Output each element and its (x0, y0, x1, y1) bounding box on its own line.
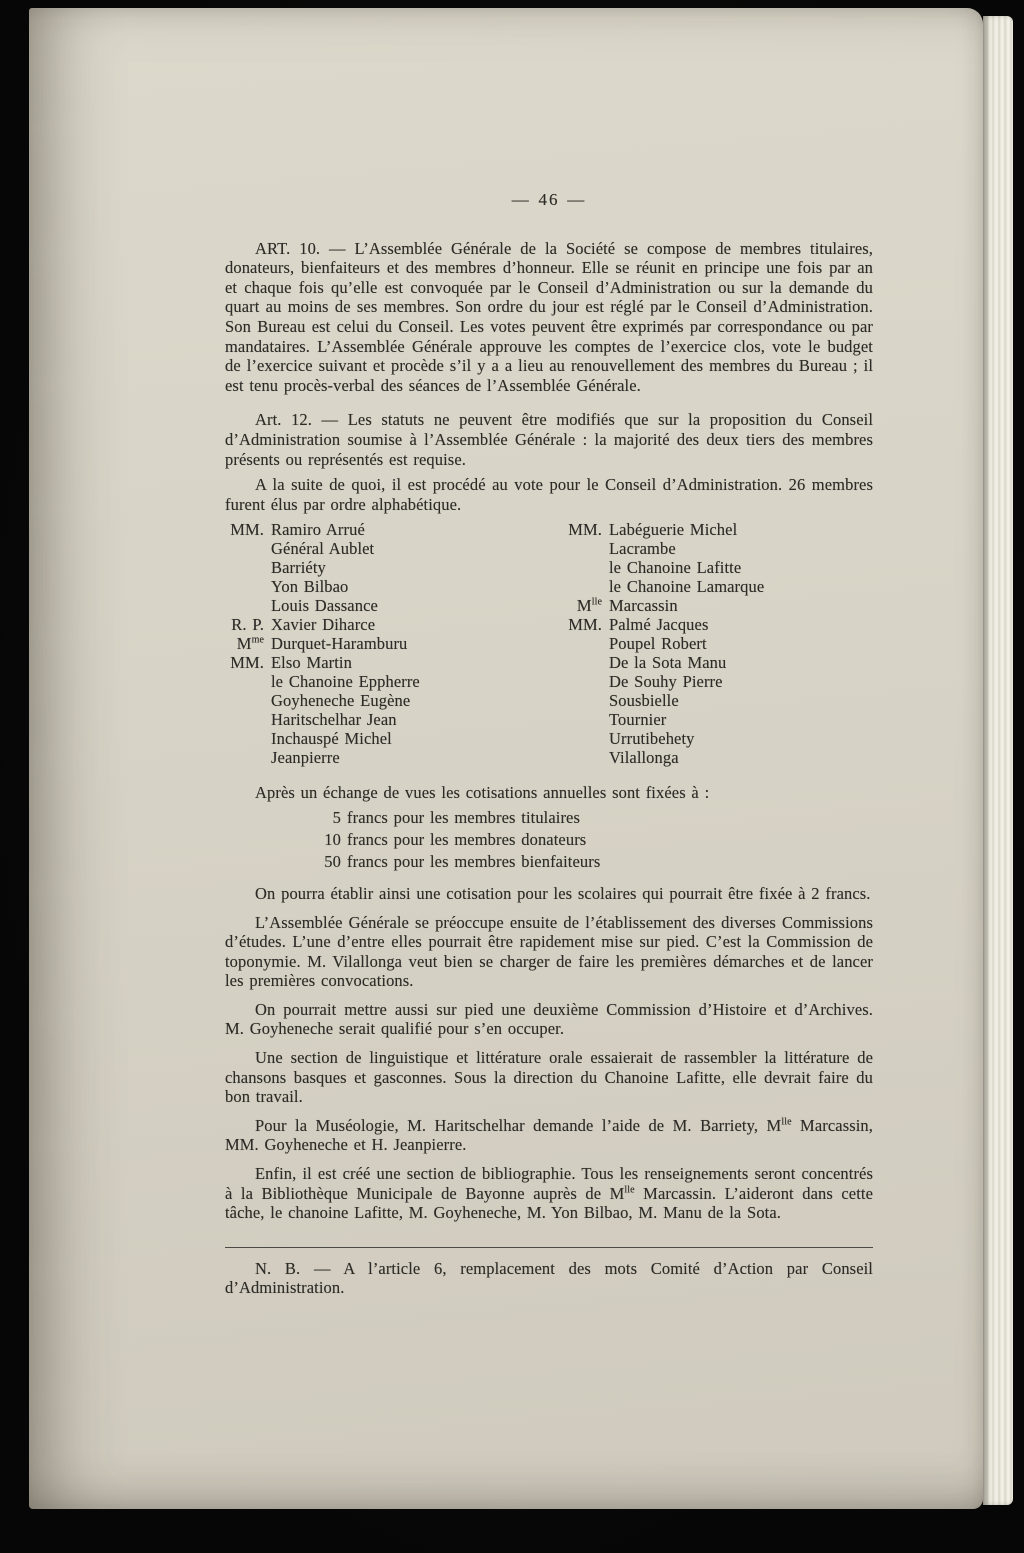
page-text-block (225, 190, 873, 1307)
member-name: Labéguerie Michel (609, 520, 738, 540)
member-row (563, 634, 873, 653)
member-row (563, 748, 873, 767)
fee-label: francs pour les membres bienfaiteurs (347, 851, 601, 871)
member-row (225, 691, 563, 710)
fee-item (317, 851, 873, 873)
fees-list (225, 807, 873, 873)
member-row (563, 653, 873, 672)
nota-bene-paragraph: N. B. — A l’article 6, remplacement des mots Comité d’Action par Conseil d’Administration. (225, 1258, 873, 1298)
member-title (563, 748, 609, 767)
member-title (225, 539, 271, 558)
member-name: Sousbielle (609, 691, 679, 711)
member-name: Palmé Jacques (609, 615, 709, 635)
member-name: Vilallonga (609, 748, 679, 768)
member-title (563, 691, 609, 710)
member-title (563, 653, 609, 672)
member-title-text: M (236, 634, 252, 654)
member-title-text: MM. (568, 615, 602, 635)
member-row (563, 577, 873, 596)
member-row (225, 634, 563, 653)
museologie-paragraph (225, 1116, 873, 1155)
member-title (225, 520, 271, 539)
member-name: Xavier Diharce (271, 615, 376, 635)
member-name: Goyheneche Eugène (271, 691, 411, 711)
member-row (563, 672, 873, 691)
vote-intro-paragraph: A la suite de quoi, il est procédé au vote pour le Conseil d’Administration. 26 membres furent élus par ordre alphabétique. (225, 475, 873, 514)
member-name: Louis Dassance (271, 596, 378, 616)
member-row (563, 596, 873, 615)
member-name: le Chanoine Lafitte (609, 558, 742, 578)
member-name: Général Aublet (271, 539, 375, 559)
member-title (563, 558, 609, 577)
paragraph-text: Pour la Muséologie, M. Haritschelhar demande l’aide de M. Barriety, M (255, 1115, 782, 1135)
member-name: Elso Martin (271, 653, 352, 673)
member-row (225, 615, 563, 634)
member-row (563, 710, 873, 729)
member-title (563, 539, 609, 558)
member-name: le Chanoine Eppherre (271, 672, 420, 692)
member-title (225, 691, 271, 710)
member-title (225, 710, 271, 729)
member-name: Durquet-Haramburu (271, 634, 408, 654)
member-name: Lacrambe (609, 539, 676, 559)
member-title (563, 520, 609, 539)
member-name: Haritschelhar Jean (271, 710, 397, 730)
member-row (563, 691, 873, 710)
linguistique-paragraph: Une section de linguistique et littérature orale essaierait de rassembler la littérature de chansons basques et gasconnes. Sous la direction du Chanoine Lafitte, elle devrait faire du bon travail. (225, 1048, 873, 1107)
member-row (225, 729, 563, 748)
book-fore-edge (983, 16, 1013, 1505)
article-10-paragraph: ART. 10. — L’Assemblée Générale de la Société se compose de membres titulaires, donateurs, bienfaiteurs et des membres d’honneur. Elle se réunit en principe une fois par an et chaque fois qu’elle est convoquée par le Conseil d’Administration ou sur la demande du quart au moins de ses membres. Son ordre du jour est réglé par le Conseil d’Administration. Son Bureau est celui du Conseil. Les votes peuvent être exprimés par correspondance ou par mandataires. L’Assemblée Générale approuve les comptes de l’exercice clos, vote le budget de l’exercice suivant et procède s’il y a a lieu au renouvellement des membres du Bureau ; il est tenu procès-verbal des séances de l’Assemblée Générale. (225, 238, 873, 395)
member-title (225, 748, 271, 767)
member-title-text: MM. (230, 520, 264, 540)
fee-item (317, 807, 873, 829)
article-12-paragraph: Art. 12. — Les statuts ne peuvent être modifiés que sur la proposition du Conseil d’Administration soumise à l’Assemblée Générale : la majorité des deux tiers des membres présents ou représentés est requise. (225, 410, 873, 469)
page-number: — 46 — (511, 190, 587, 209)
member-name: Marcassin (609, 596, 678, 616)
member-title (563, 672, 609, 691)
fee-amount: 50 (324, 851, 341, 871)
fee-amount: 10 (324, 829, 341, 849)
member-title-text: M (576, 596, 592, 616)
member-row (563, 615, 873, 634)
commissions-paragraph: L’Assemblée Générale se préoccupe ensuite de l’établissement des diverses Commissions d’études. L’une d’entre elles pourrait être rapidement mise sur pied. C’est la Commission de toponymie. M. Vilallonga veut bien se charger de faire les premières démarches et de lancer les premières convocations. (225, 912, 873, 991)
member-row (563, 520, 873, 539)
member-title (563, 596, 609, 615)
fee-item (317, 829, 873, 851)
member-row (225, 558, 563, 577)
fee-label: francs pour les membres titulaires (347, 807, 580, 827)
member-title-text: MM. (568, 520, 602, 540)
member-row (225, 520, 563, 539)
paragraph-text: Enfin, il est créé une section de bibliographie. Tous les renseignements seront concentrés à la Bibliothèque Municipale de Bayonne auprès de M (225, 1164, 873, 1203)
member-title-sup: me (251, 634, 264, 646)
member-row (225, 748, 563, 767)
member-name: De la Sota Manu (609, 653, 727, 673)
fee-label: francs pour les membres donateurs (347, 829, 587, 849)
member-name: le Chanoine Lamarque (609, 577, 765, 597)
paragraph-text: Marcassin. L’aideront dans cette tâche, le chanoine Lafitte, M. Goyheneche, M. Yon Bilbao, M. Manu de la Sota. (225, 1183, 873, 1223)
member-title (225, 729, 271, 748)
member-title (225, 615, 271, 634)
member-title (225, 653, 271, 672)
member-title (225, 596, 271, 615)
member-row (563, 539, 873, 558)
member-title (225, 577, 271, 596)
member-title (225, 634, 271, 653)
member-name: Jeanpierre (271, 748, 340, 768)
member-row (225, 577, 563, 596)
members-column-right (563, 520, 873, 767)
member-title-text: R. P. (231, 615, 264, 635)
member-title (225, 558, 271, 577)
member-row (225, 672, 563, 691)
member-title (563, 729, 609, 748)
member-title-sup: lle (591, 596, 602, 608)
member-name: Tournier (609, 710, 667, 730)
member-row (225, 653, 563, 672)
member-title (225, 672, 271, 691)
superscript: lle (781, 1116, 792, 1128)
member-row (225, 596, 563, 615)
member-row (225, 710, 563, 729)
member-row (563, 558, 873, 577)
member-row (563, 729, 873, 748)
members-column-left (225, 520, 563, 767)
histoire-archives-paragraph: On pourrait mettre aussi sur pied une deuxième Commission d’Histoire et d’Archives. M. Goyheneche serait qualifié pour s’en occuper. (225, 999, 873, 1039)
superscript: lle (624, 1184, 635, 1196)
member-title (563, 577, 609, 596)
member-name: De Souhy Pierre (609, 672, 723, 692)
member-name: Inchauspé Michel (271, 729, 392, 749)
paragraph-text: Marcassin, MM. Goyheneche et H. Jeanpierre. (225, 1115, 873, 1155)
member-title (563, 710, 609, 729)
elected-members-list (225, 520, 873, 767)
scolaires-paragraph: On pourra établir ainsi une cotisation pour les scolaires qui pourrait être fixée à 2 francs. (255, 883, 871, 903)
member-title (563, 634, 609, 653)
bibliographie-paragraph (225, 1164, 873, 1223)
member-title-text: MM. (230, 653, 264, 673)
footnote-divider (225, 1247, 873, 1248)
book-page (29, 8, 983, 1509)
member-name: Poupel Robert (609, 634, 707, 654)
member-title (563, 615, 609, 634)
fee-amount: 5 (332, 807, 341, 827)
member-name: Yon Bilbao (271, 577, 349, 597)
member-name: Urrutibehety (609, 729, 695, 749)
cotisations-intro-paragraph: Après un échange de vues les cotisations annuelles sont fixées à : (255, 783, 710, 803)
member-name: Barriéty (271, 558, 326, 578)
member-row (225, 539, 563, 558)
member-name: Ramiro Arrué (271, 520, 365, 540)
